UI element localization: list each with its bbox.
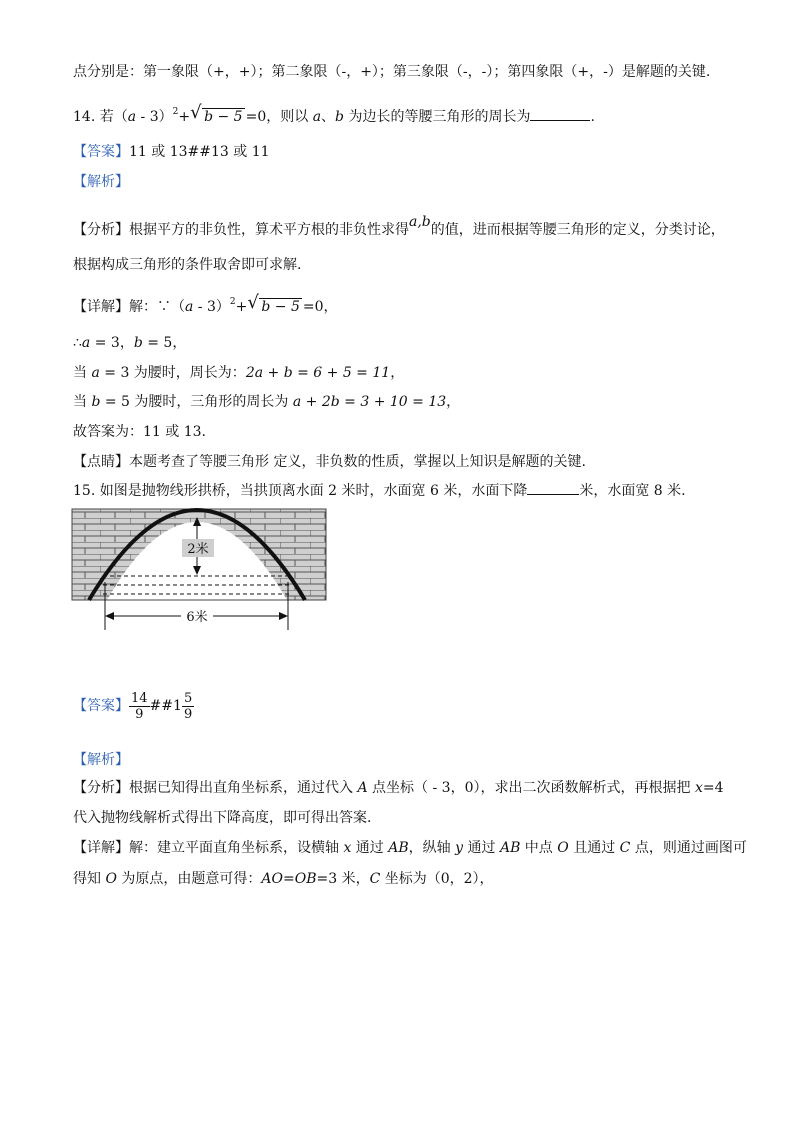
q14-answer-blank xyxy=(530,120,590,121)
height-arrow-head-down xyxy=(193,566,201,575)
analysis-15-cont: 代入抛物线解析式得出下降高度，即可得出答案. xyxy=(73,810,372,826)
height-label: 2米 xyxy=(187,542,209,557)
intro-line: 点分别是：第一象限（+，+）；第二象限（-，+）；第三象限（-，-）；第四象限（+，-）是解题的关键. xyxy=(73,64,711,80)
analysis-15-t3: =4 xyxy=(702,780,724,796)
detail-14-radicand: b − 5 xyxy=(261,299,300,315)
d15-u2: 为原点，由题意可得： xyxy=(116,871,262,887)
case-b-expr: a + 2b = 3 + 10 = 13 xyxy=(292,394,447,410)
q14-var-b2: b xyxy=(335,109,345,125)
d15-x: x xyxy=(343,840,352,856)
width-arrow-head-left xyxy=(105,612,114,620)
d15-C2: C xyxy=(369,871,381,887)
d15-u1: 得知 xyxy=(73,871,106,887)
case-a-t1: 当 xyxy=(73,365,92,381)
q14-square: 2 xyxy=(172,107,179,117)
q14-minus3: - 3） xyxy=(136,109,173,125)
analysis-15-t2: 点坐标（ - 3，0），求出二次函数解析式，再根据把 xyxy=(367,780,695,796)
d15-t2: 通过 xyxy=(351,840,389,856)
width-label: 6米 xyxy=(186,610,208,625)
remark-text: 本题考查了等腰三角形 定义，非负数的性质，掌握以上知识是解题的关键. xyxy=(129,454,586,470)
detail-tag: 【详解】 xyxy=(73,299,129,315)
d15-C: C xyxy=(619,840,631,856)
d15-O: O xyxy=(557,840,569,856)
answer-15-tag: 【答案】 xyxy=(73,698,129,714)
q14-sep: 、 xyxy=(321,109,336,125)
frac2-num: 5 xyxy=(183,690,193,706)
arch-bridge-figure xyxy=(70,506,330,634)
step-case-a xyxy=(73,363,404,383)
detail-14-text1: 解：∵（ xyxy=(129,299,185,315)
detail-14-plus: + xyxy=(235,299,248,315)
analysis-15-tag: 【分析】 xyxy=(73,780,129,796)
detail-14-minus3: - 3） xyxy=(193,299,230,315)
detail-14-sqrt xyxy=(248,297,302,317)
q15-answer-blank xyxy=(527,494,579,495)
detail-15 xyxy=(73,838,747,858)
case-a-t3: ， xyxy=(390,365,405,381)
q14-prefix: 14. 若（ xyxy=(73,109,128,125)
step-var-b: b xyxy=(133,335,143,351)
q14-radicand: b − 5 xyxy=(204,109,243,125)
d15-O2: O xyxy=(105,871,117,887)
d15-AO: AO xyxy=(261,871,283,887)
step-case-b xyxy=(73,392,460,412)
q14-tail: 为边长的等腰三角形的周长为 xyxy=(344,109,531,125)
q14-sqrt xyxy=(191,107,245,127)
case-a-t2: = 3 为腰时，周长为： xyxy=(99,365,246,381)
analysis-15-t1: 根据已知得出直角坐标系，通过代入 xyxy=(129,780,358,796)
analysis-14-ab: a,b xyxy=(409,214,431,230)
final-answer-14: 故答案为：11 或 13. xyxy=(73,424,206,440)
analysis-15-x: x xyxy=(694,780,703,796)
detail-14 xyxy=(73,292,338,317)
detail-14-var-a: a xyxy=(185,299,194,315)
fraction-14-9 xyxy=(129,691,150,722)
case-b-t2: = 5 为腰时，三角形的周长为 xyxy=(100,394,293,410)
d15-t3: ，纵轴 xyxy=(408,840,456,856)
d15-t4: 通过 xyxy=(463,840,500,856)
detail-15-tag: 【详解】 xyxy=(73,840,129,856)
q14-var-a: a xyxy=(127,109,137,125)
detail-14-square: 2 xyxy=(229,297,236,307)
mixed-whole: 1 xyxy=(173,698,182,714)
d15-AB: AB xyxy=(388,840,409,856)
d15-u3: =3 米， xyxy=(316,871,370,887)
analysis-tag-1: 【解析】 xyxy=(73,174,129,190)
analysis-14-text2: 的值，进而根据等腰三角形的定义，分类讨论， xyxy=(430,222,725,238)
q15-text2: 米，水面宽 8 米. xyxy=(579,483,686,499)
q14-var-a2: a xyxy=(312,109,322,125)
d15-t1: 解：建立平面直角坐标系，设横轴 xyxy=(129,840,344,856)
d15-eq: = xyxy=(282,871,295,887)
case-a-expr: 2a + b = 6 + 5 = 11 xyxy=(245,365,391,381)
question-14 xyxy=(73,102,595,127)
analysis-tag-2: 【解析】 xyxy=(73,752,129,768)
d15-u4: 坐标为（0，2）， xyxy=(380,871,494,887)
case-a-var: a xyxy=(91,365,100,381)
detail-15-cont xyxy=(73,869,494,889)
step-values xyxy=(73,333,186,353)
d15-t5: 中点 xyxy=(520,840,558,856)
step-var-a: a xyxy=(81,335,91,351)
step-eq1: = 3， xyxy=(90,335,134,351)
q14-mid: =0，则以 xyxy=(245,109,313,125)
remark-14 xyxy=(73,452,586,472)
width-arrow-head-right xyxy=(279,612,288,620)
q15-text1: 15. 如图是抛物线形拱桥，当拱顶离水面 2 米时，水面宽 6 米，水面下降 xyxy=(73,483,528,499)
case-b-t1: 当 xyxy=(73,394,92,410)
answer-15 xyxy=(73,690,194,722)
analysis-14 xyxy=(73,212,725,240)
answer-15-sep: ## xyxy=(149,698,174,714)
analysis-15 xyxy=(73,778,723,798)
detail-14-text2: =0， xyxy=(302,299,338,315)
analysis-14-cont: 根据构成三角形的条件取舍即可求解. xyxy=(73,257,302,273)
answer-14 xyxy=(73,142,270,162)
case-b-t3: ， xyxy=(446,394,461,410)
answer-tag: 【答案】 xyxy=(73,144,129,160)
therefore-sign: ∴ xyxy=(73,335,82,351)
d15-t6: 且通过 xyxy=(568,840,620,856)
analysis-tag: 【分析】 xyxy=(73,222,129,238)
q14-end: . xyxy=(590,109,595,125)
fraction-5-9 xyxy=(182,691,194,722)
analysis-15-A: A xyxy=(357,780,368,796)
answer-14-text: 11 或 13##13 或 11 xyxy=(129,144,270,160)
frac2-den: 9 xyxy=(183,706,193,722)
frac1-den: 9 xyxy=(135,706,144,722)
frac1-num: 14 xyxy=(131,690,148,706)
d15-OB: OB xyxy=(294,871,317,887)
step-eq2: = 5， xyxy=(142,335,187,351)
remark-tag: 【点睛】 xyxy=(73,454,129,470)
d15-y: y xyxy=(455,840,464,856)
analysis-14-text1: 根据平方的非负性，算术平方根的非负性求得 xyxy=(129,222,409,238)
d15-AB2: AB xyxy=(499,840,521,856)
q14-plus: + xyxy=(178,109,191,125)
d15-t7: 点，则通过画图可 xyxy=(630,840,747,856)
case-b-var: b xyxy=(91,394,101,410)
question-15 xyxy=(73,481,686,501)
